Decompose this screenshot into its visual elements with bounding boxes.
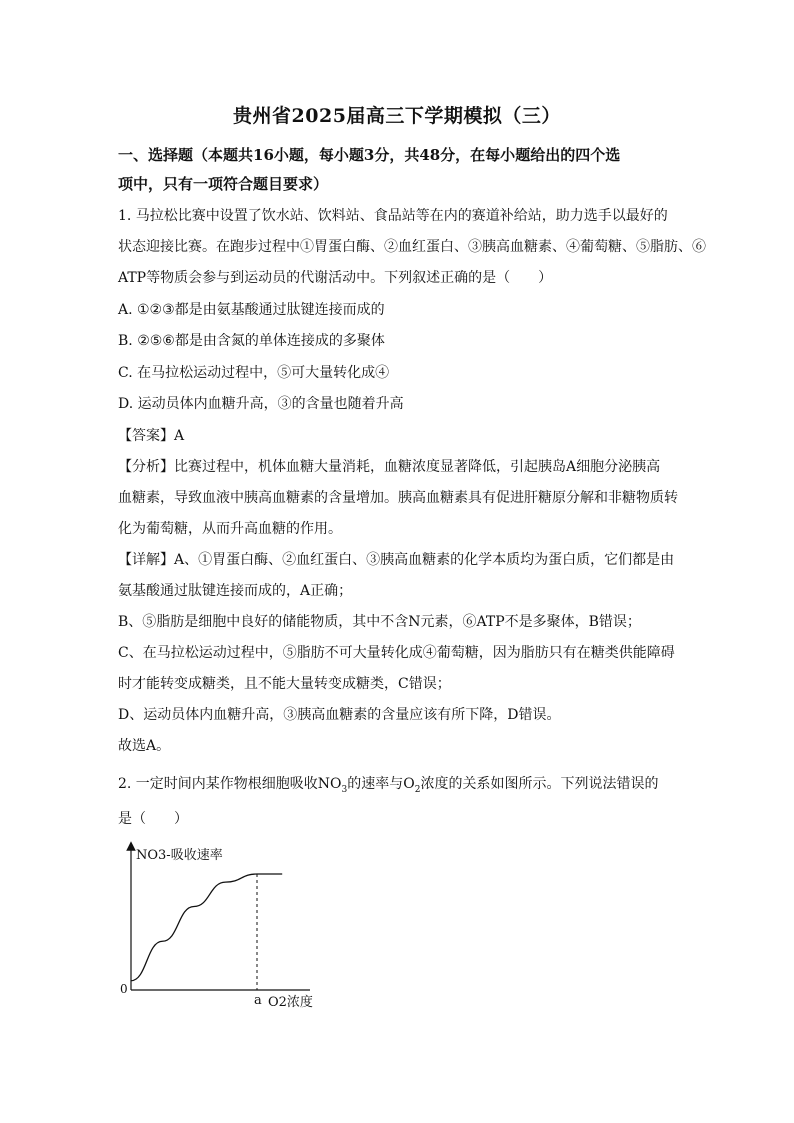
q1-option-b: B. ②⑤⑥都是由含氮的单体连接成的多聚体 [118,333,385,349]
q2-stem-part-a: 2. 一定时间内某作物根细胞吸收NO [118,776,342,792]
q1-conclusion: 故选A。 [118,738,171,754]
q1-detail-line-5: 时才能转变成糖类，且不能大量转变成糖类，C错误； [118,676,451,692]
x-mark-label-a: a [254,993,262,1008]
q2-stem-part-c: 浓度的关系如图所示。下列说法错误的 [420,776,659,792]
q1-stem-line-1: 1. 马拉松比赛中设置了饮水站、饮料站、食品站等在内的赛道补给站，助力选手以最好的 [118,208,668,224]
q1-answer: 【答案】A [118,428,185,444]
section-heading-line-1: 一、选择题（本题共16小题，每小题3分，共48分，在每小题给出的四个选 [118,146,621,164]
q1-option-a: A. ①②③都是由氨基酸通过肽键连接而成的 [118,302,385,318]
q2-stem-line-2: 是（ ） [118,811,188,827]
uptake-rate-chart [110,840,340,1020]
q1-detail-line-1: 【详解】A、①胃蛋白酶、②血红蛋白、③胰高血糖素的化学本质均为蛋白质，它们都是由 [118,552,675,568]
uptake-rate-curve [131,874,282,981]
origin-label: 0 [120,982,128,996]
q1-option-d: D. 运动员体内血糖升高，③的含量也随着升高 [118,396,404,412]
q1-analysis-line-2: 血糖素，导致血液中胰高血糖素的含量增加。胰高血糖素具有促进肝糖原分解和非糖物质转 [118,490,678,506]
section-heading-line-2: 项中，只有一项符合题目要求） [118,175,329,193]
q1-detail-line-2: 氨基酸通过肽键连接而成的，A正确； [118,583,353,599]
q1-stem-line-2: 状态迎接比赛。在跑步过程中①胃蛋白酶、②血红蛋白、③胰高血糖素、④葡萄糖、⑤脂肪、⑥ [118,239,706,255]
q2-stem-part-b: 的速率与O [347,776,415,792]
q1-option-c: C. 在马拉松运动过程中，⑤可大量转化成④ [118,365,390,381]
q1-stem-line-3: ATP等物质会参与到运动员的代谢活动中。下列叙述正确的是（ ） [118,270,553,286]
q2-o2-subscript: 2 [414,784,421,795]
x-axis-label: O2浓度 [268,995,313,1010]
q1-detail-line-4: C、在马拉松运动过程中，⑤脂肪不可大量转化成④葡萄糖，因为脂肪只有在糖类供能障碍 [118,645,675,661]
q1-detail-line-6: D、运动员体内血糖升高，③胰高血糖素的含量应该有所下降，D错误。 [118,707,561,723]
page-title: 贵州省2025届高三下学期模拟（三） [233,105,561,127]
section-heading [118,141,688,199]
q1-detail-line-3: B、⑤脂肪是细胞中良好的储能物质，其中不含N元素，⑥ATP不是多聚体，B错误； [118,614,641,630]
q1-analysis-line-1: 【分析】比赛过程中，机体血糖大量消耗，血糖浓度显著降低，引起胰岛A细胞分泌胰高 [118,459,661,475]
q2-no3-subscript: 3 [341,784,348,795]
q1-analysis-line-3: 化为葡萄糖，从而升高血糖的作用。 [118,521,342,537]
q2-stem-line-1 [118,774,659,800]
y-axis-label: NO3-吸收速率 [136,848,223,863]
